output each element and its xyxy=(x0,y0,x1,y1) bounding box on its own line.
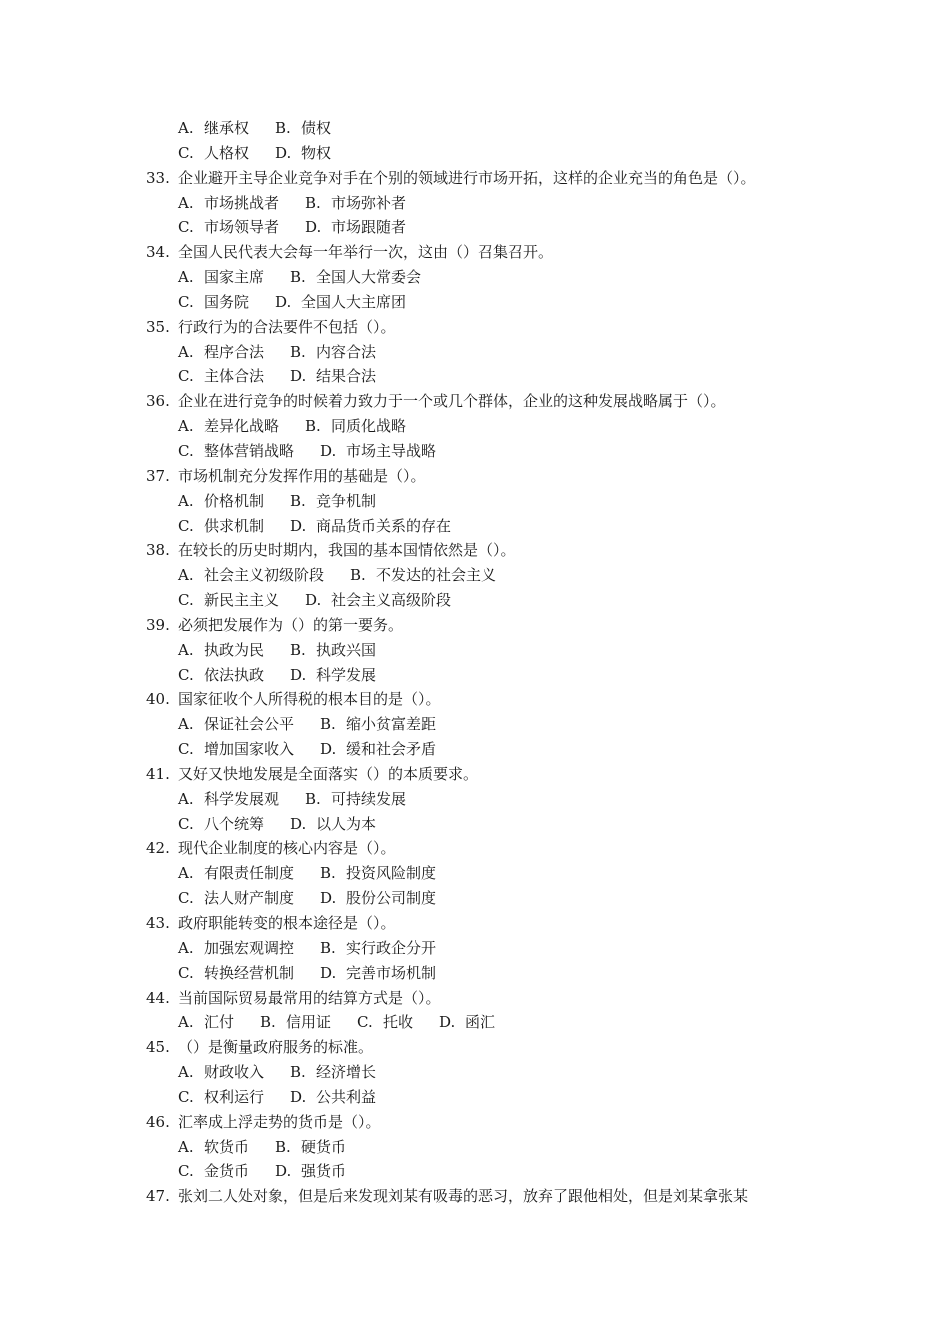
option-group xyxy=(178,1060,376,1085)
option-letter: A. xyxy=(178,1137,194,1156)
option-row xyxy=(0,961,950,986)
answer-option xyxy=(305,215,406,240)
option-letter: D. xyxy=(290,814,307,833)
question-number: 43. xyxy=(146,914,170,932)
option-text: 完善市场机制 xyxy=(346,963,437,982)
question-text: 政府职能转变的根本途径是（）。 xyxy=(178,914,396,932)
option-letter: A. xyxy=(178,864,194,883)
option-letter: A. xyxy=(178,938,194,957)
option-text: 社会主义高级阶段 xyxy=(331,591,452,610)
answer-option xyxy=(439,1010,495,1035)
option-text: 物权 xyxy=(301,143,332,162)
option-group xyxy=(178,737,436,762)
option-text: 商品货币关系的存在 xyxy=(316,516,452,535)
answer-option xyxy=(357,1010,413,1035)
question-stem xyxy=(0,538,950,563)
question-stem xyxy=(0,836,950,861)
answer-option xyxy=(290,364,376,389)
question-number: 47. xyxy=(146,1187,170,1206)
option-group xyxy=(178,191,406,216)
option-text: 市场领导者 xyxy=(204,218,280,237)
answer-option xyxy=(260,1010,331,1035)
option-letter: C. xyxy=(178,889,194,908)
option-letter: C. xyxy=(178,143,194,162)
option-letter: D. xyxy=(275,1162,292,1181)
option-text: 社会主义初级阶段 xyxy=(204,566,325,585)
answer-option xyxy=(275,141,331,166)
option-letter: C. xyxy=(178,591,194,610)
option-row xyxy=(0,712,950,737)
option-text: 财政收入 xyxy=(204,1063,265,1082)
option-letter: A. xyxy=(178,640,194,659)
option-text: 竞争机制 xyxy=(316,491,377,510)
option-text: 结果合法 xyxy=(316,367,377,386)
option-row xyxy=(0,1010,950,1035)
option-group xyxy=(178,414,406,439)
answer-option xyxy=(320,861,436,886)
question-text: 又好又快地发展是全面落实（）的本质要求。 xyxy=(178,764,479,783)
answer-option xyxy=(290,265,421,290)
question-number: 41. xyxy=(146,764,170,783)
option-letter: C. xyxy=(178,218,194,237)
question-stem xyxy=(0,613,950,638)
option-text: 加强宏观调控 xyxy=(204,938,295,957)
option-letter: B. xyxy=(305,193,321,212)
option-letter: C. xyxy=(178,1087,194,1106)
option-text: 市场主导战略 xyxy=(346,441,437,460)
answer-option xyxy=(178,936,294,961)
option-row xyxy=(0,1060,950,1085)
option-group xyxy=(178,812,376,837)
option-row xyxy=(0,663,950,688)
option-group xyxy=(178,563,496,588)
option-text: 经济增长 xyxy=(316,1063,377,1082)
option-row xyxy=(0,812,950,837)
option-letter: B. xyxy=(305,789,321,808)
option-row xyxy=(0,364,950,389)
answer-option xyxy=(178,812,264,837)
option-text: 八个统筹 xyxy=(204,814,265,833)
option-group xyxy=(178,116,331,141)
option-letter: D. xyxy=(320,740,337,759)
option-text: 软货币 xyxy=(204,1137,250,1156)
question-stem xyxy=(0,315,950,340)
option-group xyxy=(178,886,436,911)
question-number: 33. xyxy=(146,168,170,187)
option-group xyxy=(178,663,376,688)
option-letter: C. xyxy=(178,292,194,311)
option-group xyxy=(178,1010,495,1035)
question-text: 现代企业制度的核心内容是（）。 xyxy=(178,839,396,858)
answer-option xyxy=(178,215,279,240)
question-number: 38. xyxy=(146,541,170,560)
option-text: 差异化战略 xyxy=(204,417,280,436)
option-letter: C. xyxy=(178,367,194,386)
option-group xyxy=(178,961,436,986)
option-letter: B. xyxy=(290,1063,306,1082)
option-text: 主体合法 xyxy=(204,367,265,386)
option-text: 市场挑战者 xyxy=(204,193,280,212)
option-letter: B. xyxy=(320,864,336,883)
option-text: 权利运行 xyxy=(204,1087,265,1106)
answer-option xyxy=(320,961,436,986)
option-letter: A. xyxy=(178,789,194,808)
option-row xyxy=(0,787,950,812)
option-text: 市场弥补者 xyxy=(331,193,407,212)
answer-option xyxy=(178,638,264,663)
answer-option xyxy=(178,663,264,688)
option-row xyxy=(0,1135,950,1160)
answer-option xyxy=(178,364,264,389)
question-stem xyxy=(0,1035,950,1060)
question-text: （）是衡量政府服务的标准。 xyxy=(178,1038,374,1057)
question-text: 行政行为的合法要件不包括（）。 xyxy=(178,317,396,336)
option-text: 内容合法 xyxy=(316,342,377,361)
option-text: 可持续发展 xyxy=(331,789,407,808)
option-letter: C. xyxy=(178,441,194,460)
option-text: 科学发展观 xyxy=(204,789,280,808)
answer-option xyxy=(178,116,249,141)
question-text: 必须把发展作为（）的第一要务。 xyxy=(178,615,404,634)
answer-option xyxy=(178,588,279,613)
option-letter: D. xyxy=(320,889,337,908)
option-letter: B. xyxy=(290,342,306,361)
answer-option xyxy=(290,340,376,365)
option-letter: B. xyxy=(305,417,321,436)
option-text: 国务院 xyxy=(204,292,250,311)
answer-option xyxy=(178,290,249,315)
option-group xyxy=(178,489,376,514)
answer-option xyxy=(275,1135,346,1160)
option-text: 以人为本 xyxy=(316,814,377,833)
question-number: 36. xyxy=(146,392,170,411)
answer-option xyxy=(178,563,324,588)
question-number: 45. xyxy=(146,1038,170,1057)
option-group xyxy=(178,439,436,464)
option-group xyxy=(178,215,406,240)
option-group xyxy=(178,265,421,290)
option-letter: D. xyxy=(275,292,292,311)
answer-option xyxy=(178,340,264,365)
question-text: 企业避开主导企业竞争对手在个别的领域进行市场开拓，这样的企业充当的角色是（）。 xyxy=(178,168,756,187)
option-group xyxy=(178,712,436,737)
option-row xyxy=(0,141,950,166)
option-letter: C. xyxy=(178,665,194,684)
option-text: 投资风险制度 xyxy=(346,864,437,883)
answer-option xyxy=(178,886,294,911)
option-row xyxy=(0,861,950,886)
option-letter: B. xyxy=(290,640,306,659)
question-text: 汇率成上浮走势的货币是（）。 xyxy=(178,1112,381,1131)
answer-option xyxy=(290,514,451,539)
option-row xyxy=(0,191,950,216)
option-row xyxy=(0,215,950,240)
option-letter: D. xyxy=(320,963,337,982)
option-row xyxy=(0,290,950,315)
option-text: 缓和社会矛盾 xyxy=(346,740,437,759)
question-number: 46. xyxy=(146,1112,170,1131)
option-letter: A. xyxy=(178,342,194,361)
answer-option xyxy=(305,588,451,613)
answer-option xyxy=(290,812,376,837)
option-letter: A. xyxy=(178,268,194,287)
answer-option xyxy=(290,1085,376,1110)
question-list xyxy=(0,116,950,1209)
answer-option xyxy=(305,191,406,216)
option-text: 信用证 xyxy=(286,1013,332,1032)
option-text: 转换经营机制 xyxy=(204,963,295,982)
option-text: 同质化战略 xyxy=(331,417,407,436)
question-text: 在较长的历史时期内，我国的基本国情依然是（）。 xyxy=(178,541,516,560)
option-letter: B. xyxy=(275,119,291,137)
answer-option xyxy=(178,1159,249,1184)
option-letter: B. xyxy=(290,491,306,510)
option-row xyxy=(0,1085,950,1110)
question-stem xyxy=(0,166,950,191)
question-text: 国家征收个人所得税的根本目的是（）。 xyxy=(178,690,441,709)
option-row xyxy=(0,116,950,141)
option-group xyxy=(178,514,451,539)
answer-option xyxy=(178,265,264,290)
option-letter: C. xyxy=(178,740,194,759)
answer-option xyxy=(178,141,249,166)
answer-option xyxy=(305,787,406,812)
option-row xyxy=(0,414,950,439)
question-stem xyxy=(0,762,950,787)
option-letter: A. xyxy=(178,417,194,436)
option-row xyxy=(0,1159,950,1184)
question-number: 42. xyxy=(146,839,170,858)
option-letter: D. xyxy=(305,591,322,610)
option-text: 市场跟随者 xyxy=(331,218,407,237)
answer-option xyxy=(320,712,436,737)
option-letter: D. xyxy=(290,367,307,386)
answer-option xyxy=(178,514,264,539)
answer-option xyxy=(290,638,376,663)
answer-option xyxy=(178,414,279,439)
option-text: 依法执政 xyxy=(204,665,265,684)
question-text: 企业在进行竞争的时候着力致力于一个或几个群体，企业的这种发展战略属于（）。 xyxy=(178,392,726,411)
option-letter: A. xyxy=(178,193,194,212)
option-group xyxy=(178,364,376,389)
answer-option xyxy=(178,861,294,886)
answer-option xyxy=(290,1060,376,1085)
option-text: 继承权 xyxy=(204,119,250,137)
option-row xyxy=(0,588,950,613)
option-letter: C. xyxy=(178,516,194,535)
question-stem xyxy=(0,240,950,265)
option-letter: D. xyxy=(439,1013,456,1032)
answer-option xyxy=(275,290,406,315)
option-letter: B. xyxy=(350,566,366,585)
option-group xyxy=(178,290,406,315)
option-text: 供求机制 xyxy=(204,516,265,535)
question-number: 35. xyxy=(146,317,170,336)
answer-option xyxy=(290,489,376,514)
option-text: 托收 xyxy=(383,1013,414,1032)
question-number: 40. xyxy=(146,690,170,709)
option-text: 函汇 xyxy=(465,1013,496,1032)
option-group xyxy=(178,638,376,663)
option-letter: B. xyxy=(320,715,336,734)
option-letter: D. xyxy=(275,143,292,162)
question-stem xyxy=(0,687,950,712)
question-stem xyxy=(0,1184,950,1209)
option-row xyxy=(0,265,950,290)
option-row xyxy=(0,340,950,365)
answer-option xyxy=(305,414,406,439)
option-text: 强货币 xyxy=(301,1162,347,1181)
option-text: 不发达的社会主义 xyxy=(376,566,497,585)
option-row xyxy=(0,638,950,663)
option-group xyxy=(178,1159,346,1184)
question-number: 39. xyxy=(146,615,170,634)
option-text: 执政兴国 xyxy=(316,640,377,659)
option-text: 缩小贫富差距 xyxy=(346,715,437,734)
option-row xyxy=(0,737,950,762)
option-text: 硬货币 xyxy=(301,1137,347,1156)
question-number: 37. xyxy=(146,466,170,485)
option-text: 全国人大常委会 xyxy=(316,268,422,287)
option-row xyxy=(0,514,950,539)
answer-option xyxy=(320,886,436,911)
option-row xyxy=(0,439,950,464)
question-number: 34. xyxy=(146,243,170,262)
option-letter: B. xyxy=(290,268,306,287)
answer-option xyxy=(178,1010,234,1035)
option-text: 科学发展 xyxy=(316,665,377,684)
answer-option xyxy=(178,1135,249,1160)
option-group xyxy=(178,1085,376,1110)
option-text: 债权 xyxy=(301,119,332,137)
answer-option xyxy=(178,737,294,762)
option-letter: B. xyxy=(260,1013,276,1032)
option-row xyxy=(0,563,950,588)
option-text: 公共利益 xyxy=(316,1087,377,1106)
option-row xyxy=(0,489,950,514)
answer-option xyxy=(320,737,436,762)
option-text: 增加国家收入 xyxy=(204,740,295,759)
option-text: 实行政企分开 xyxy=(346,938,437,957)
question-stem xyxy=(0,1110,950,1135)
option-text: 股份公司制度 xyxy=(346,889,437,908)
question-text: 当前国际贸易最常用的结算方式是（）。 xyxy=(178,988,441,1007)
option-letter: D. xyxy=(290,1087,307,1106)
option-text: 执政为民 xyxy=(204,640,265,659)
option-group xyxy=(178,787,406,812)
option-letter: C. xyxy=(178,1162,194,1181)
option-text: 汇付 xyxy=(204,1013,235,1032)
option-letter: C. xyxy=(178,814,194,833)
option-text: 价格机制 xyxy=(204,491,265,510)
option-text: 金货币 xyxy=(204,1162,250,1181)
option-text: 新民主主义 xyxy=(204,591,280,610)
option-group xyxy=(178,141,331,166)
question-stem xyxy=(0,986,950,1011)
option-group xyxy=(178,936,436,961)
option-row xyxy=(0,886,950,911)
answer-option xyxy=(178,1085,264,1110)
answer-option xyxy=(178,191,279,216)
question-text: 市场机制充分发挥作用的基础是（）。 xyxy=(178,466,426,485)
option-text: 整体营销战略 xyxy=(204,441,295,460)
option-letter: D. xyxy=(290,665,307,684)
question-text: 张刘二人处对象，但是后来发现刘某有吸毒的恶习，放弃了跟他相处，但是刘某拿张某 xyxy=(178,1187,749,1206)
option-letter: A. xyxy=(178,566,194,585)
option-row xyxy=(0,936,950,961)
question-text: 全国人民代表大会每一年举行一次，这由（）召集召开。 xyxy=(178,243,554,262)
answer-option xyxy=(178,712,294,737)
answer-option xyxy=(320,439,436,464)
question-stem xyxy=(0,911,950,936)
option-group xyxy=(178,340,376,365)
answer-option xyxy=(350,563,496,588)
option-letter: D. xyxy=(305,218,322,237)
option-group xyxy=(178,861,436,886)
option-letter: B. xyxy=(320,938,336,957)
option-letter: C. xyxy=(357,1013,373,1032)
option-letter: A. xyxy=(178,491,194,510)
answer-option xyxy=(178,439,294,464)
option-letter: A. xyxy=(178,1063,194,1082)
answer-option xyxy=(178,961,294,986)
answer-option xyxy=(178,1060,264,1085)
option-letter: B. xyxy=(275,1137,291,1156)
question-number: 44. xyxy=(146,988,170,1007)
option-text: 全国人大主席团 xyxy=(301,292,407,311)
answer-option xyxy=(275,116,331,141)
option-letter: A. xyxy=(178,119,194,137)
option-group xyxy=(178,588,451,613)
answer-option xyxy=(320,936,436,961)
option-text: 有限责任制度 xyxy=(204,864,295,883)
option-text: 国家主席 xyxy=(204,268,265,287)
question-stem xyxy=(0,389,950,414)
option-letter: C. xyxy=(178,963,194,982)
answer-option xyxy=(275,1159,346,1184)
option-letter: A. xyxy=(178,1013,194,1032)
option-letter: D. xyxy=(320,441,337,460)
option-letter: A. xyxy=(178,715,194,734)
option-text: 法人财产制度 xyxy=(204,889,295,908)
question-stem xyxy=(0,464,950,489)
answer-option xyxy=(178,489,264,514)
answer-option xyxy=(178,787,279,812)
option-letter: D. xyxy=(290,516,307,535)
answer-option xyxy=(290,663,376,688)
option-text: 人格权 xyxy=(204,143,250,162)
option-text: 程序合法 xyxy=(204,342,265,361)
option-text: 保证社会公平 xyxy=(204,715,295,734)
option-group xyxy=(178,1135,346,1160)
